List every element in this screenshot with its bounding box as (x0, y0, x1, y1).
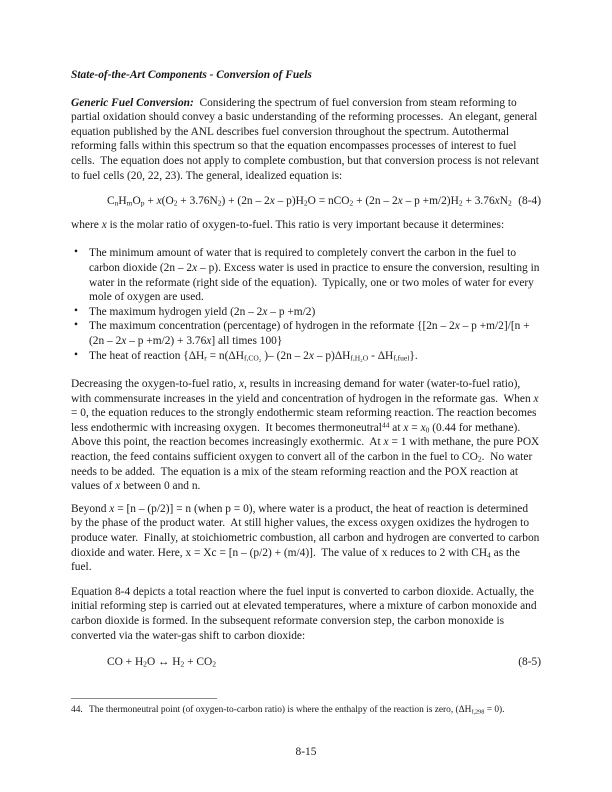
text-run: ) + (2n – 2 (221, 195, 270, 208)
para-equation-8-4 (71, 585, 541, 643)
para-decreasing (71, 377, 541, 494)
page-number: 8-15 (295, 746, 317, 758)
text-run: Decreasing the oxygen-to-fuel ratio, (71, 378, 239, 391)
bullet-text (89, 247, 542, 303)
text-run: Generic Fuel Conversion: (71, 96, 194, 109)
text-run: n (114, 198, 119, 208)
text-run: x (383, 436, 389, 449)
text-run: = [n – (p/2)] = n (when p = 0), where water is a product, the heat of reaction is determined by the phase of the product water. At still higher values, the excess oxygen oxidizes the hydrogen to produce water. Finally, at stoichiometric combustion, all carbon and hydrogen are converted to carbon dioxide and water. Here, x = Xc = [n – (p/2) + (m/4)]. The value of x reduces to 2 with CH (71, 502, 543, 559)
text-run: + CO (184, 656, 213, 669)
text-run: x (397, 195, 403, 208)
text-run: + 3.76N (177, 195, 218, 208)
text-run: = 1 with methane, the pure POX reaction, the feed contains sufficient oxygen to convert all of the carbon in the fuel to CO (71, 436, 543, 464)
bullet-item (71, 349, 541, 364)
text-run: x (494, 195, 500, 208)
text-run: – p +m/2]/[n + (2n – 2 (89, 320, 533, 347)
text-run: where (71, 218, 102, 231)
text-run: The minimum amount of water that is required to completely convert the carbon in the fuel to carbon dioxide (2n – 2 (89, 247, 519, 274)
text-run: The thermoneutral point (of oxygen-to-carbon ratio) is where the enthalpy of the reaction is zero, (ΔH (89, 704, 472, 715)
text-run: 2 (458, 198, 463, 208)
text-run: x (269, 195, 275, 208)
bullet-list (71, 246, 541, 363)
text-run: f,CO₂ (243, 353, 262, 363)
text-run: CO + H (107, 656, 144, 669)
para-beyond (71, 502, 541, 575)
equation-body (71, 194, 512, 209)
text-run: The heat of reaction {ΔH (89, 349, 205, 362)
document-body (71, 68, 541, 716)
text-run: )– (2n – 2 (261, 349, 309, 362)
text-run: x (420, 421, 426, 434)
equation-number: (8-4) (518, 195, 541, 208)
text-run: = n(ΔH (206, 349, 244, 362)
text-run: x (109, 502, 115, 515)
text-run: Considering the spectrum of fuel conversion from steam reforming to partial oxidation should convey a basic understanding of the reforming processes. An elegant, general equation published by the ANL describes fuel conversion throughout the spectrum. Autothermal reforming falls within this spectrum so that the equation encompasses processes of interest to fuel cells. The equation does not apply to complete combustion, but that conversion process is not relevant to fuel cells (20, 22, 23). The general, idealized equation is: (71, 96, 542, 182)
text-run: Equation 8-4 depicts a total reaction where the fuel input is converted to carbon dioxide. Actually, the initial reforming step is carried out at elevated temperatures, where a mixture of carbon monoxide and carbon dioxide is formed. In the subsequent reformate conversion step, the carbon monoxide is converted via the water-gas shift to carbon dioxide: (71, 585, 540, 642)
text-run: 2 (143, 659, 147, 669)
text-run: O (132, 195, 141, 208)
text-run: is the molar ratio of oxygen-to-fuel. This ratio is very important because it determines: (106, 218, 505, 231)
text-run: , results in increasing demand for water (water-to-fuel ratio), with commensurate increases in the yield and concentration of hydrogen in the reformate gas. When (71, 378, 534, 405)
text-run: 2 (477, 454, 482, 464)
equation-number: (8-5) (518, 656, 541, 669)
eq-8-4 (71, 194, 541, 209)
text-run: 2 (173, 198, 178, 208)
text-run: at (389, 421, 404, 434)
bullet-item (71, 319, 541, 348)
text-run: O = nCO (307, 195, 350, 208)
text-run: x (115, 480, 121, 493)
bullet-text (89, 306, 315, 318)
text-run: 44 (381, 420, 390, 430)
text-run: + (144, 195, 157, 208)
text-run: - ΔH (368, 349, 394, 362)
text-run: 4 (487, 550, 491, 560)
text-run: p (140, 198, 145, 208)
text-run: as the fuel. (71, 546, 523, 574)
text-run: 2 (303, 198, 308, 208)
footnote-text (89, 705, 504, 715)
text-run: m (126, 198, 133, 208)
text-run: 2 (212, 659, 216, 669)
text-run: (O (161, 195, 174, 208)
text-run: 2 (349, 198, 354, 208)
text-run: x (262, 305, 268, 318)
text-run: The maximum hydrogen yield (2n – 2 (89, 305, 263, 318)
text-run: N (499, 195, 508, 208)
para-generic (71, 96, 541, 184)
bullet-marker-icon: • (74, 246, 78, 259)
text-run: 2 (180, 659, 185, 669)
text-run: + (2n – 2 (353, 195, 398, 208)
bullet-text (89, 350, 418, 362)
equation-body (71, 655, 216, 670)
text-run: – p +m/2)H (402, 195, 459, 208)
bullet-marker-icon: • (74, 348, 78, 361)
footnote-number: 44. (71, 704, 83, 715)
text-run: ] all times 100} (211, 334, 283, 347)
text-run: f,H₂O (350, 353, 369, 363)
text-run: – p)ΔH (313, 349, 351, 362)
bullet-marker-icon: • (74, 304, 78, 317)
text-run: H (118, 195, 127, 208)
bullet-text (89, 320, 532, 347)
text-run: x (156, 195, 162, 208)
text-run: 2 (507, 198, 512, 208)
text-run: between 0 and n. (120, 480, 201, 493)
text-run: C (107, 195, 115, 208)
text-run: x (238, 378, 245, 391)
text-run: x (192, 261, 198, 274)
text-run: x (533, 392, 539, 405)
text-run: r (204, 353, 207, 363)
text-run: 2 (217, 198, 222, 208)
text-run: 0 (425, 425, 430, 435)
text-run: – p +m/2) + 3.76 (126, 334, 207, 347)
text-run: State-of-the-Art Components - Conversion of Fuels (71, 69, 312, 81)
text-run: – p). Excess water is used in practice to ensure the conversion, resulting in water in the reformate (right side of the equation). Typically, one or two moles of water for every mole of oxygen are used. (89, 261, 543, 304)
footnote-divider (71, 698, 217, 699)
text-run: . No water needs to be added. The equation is a mix of the steam reforming reaction and the POX reaction at values of (71, 451, 536, 493)
text-run: x (308, 349, 314, 362)
text-run: x (454, 320, 460, 333)
text-run: – p +m/2) (267, 305, 316, 318)
text-run: = (408, 421, 421, 434)
text-run: x (101, 218, 107, 231)
eq-8-5 (71, 655, 541, 670)
text-run: – p)H (274, 195, 304, 208)
footnote-44 (71, 704, 541, 717)
bullet-item (71, 246, 541, 304)
text-run: + 3.76 (462, 195, 495, 208)
text-run: }. (409, 349, 418, 362)
text-run: = 0). (484, 704, 505, 715)
bullet-item (71, 305, 541, 320)
text-run: x (206, 334, 212, 347)
text-run: x (403, 421, 409, 434)
text-run: x (121, 334, 127, 347)
text-run: The maximum concentration (percentage) of hydrogen in the reformate {[2n – 2 (89, 320, 455, 333)
section-heading (71, 68, 541, 83)
text-run: f,298 (471, 708, 485, 716)
text-run: Beyond (71, 502, 110, 515)
text-run: (0.44 for methane). Above this point, the reaction becomes increasingly exothermic. At (71, 421, 526, 449)
text-run: = 0, the equation reduces to the strongly endothermic steam reforming reaction. The reaction becomes less endothermic with increasing oxygen. It becomes thermoneutral (71, 392, 542, 434)
para-where (71, 218, 541, 233)
bullet-marker-icon: • (74, 319, 78, 332)
text-run: f,fuel (393, 353, 410, 363)
text-run: O ↔ H (146, 656, 181, 669)
